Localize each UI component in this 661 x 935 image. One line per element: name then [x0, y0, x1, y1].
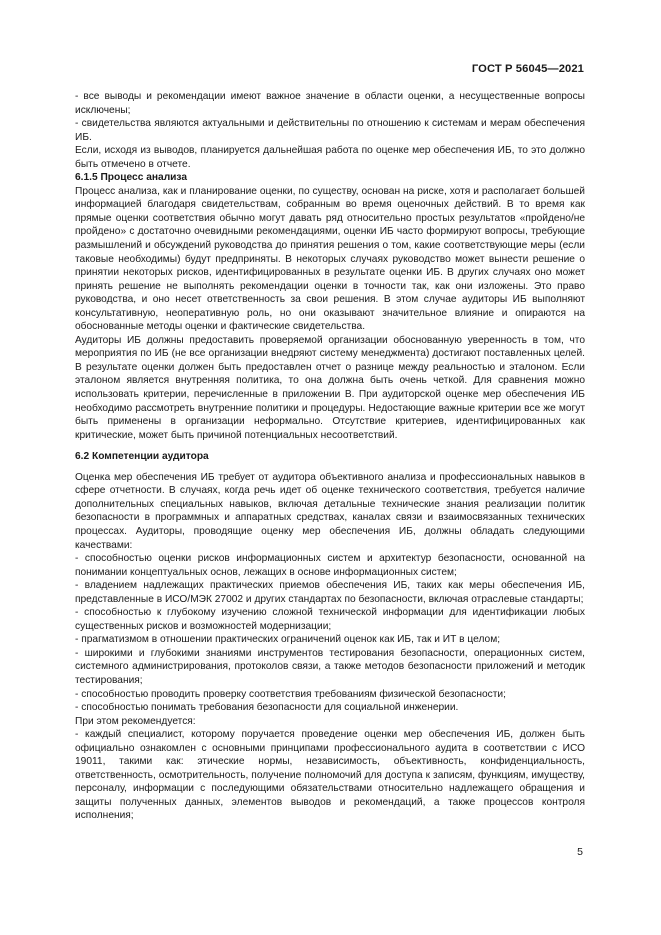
paragraph: - все выводы и рекомендации имеют важное значение в области оценки, а несущественные вопросы исключены;	[75, 91, 585, 116]
paragraph: - свидетельства являются актуальными и действительны по отношению к системам и мерам обеспечения ИБ.	[75, 118, 585, 143]
standard-number: ГОСТ Р 56045—2021	[471, 63, 584, 75]
page-number: 5	[577, 846, 583, 858]
list-item: - владением надлежащих практических приемов обеспечения ИБ, таких как меры обеспечения ИБ, представленные в ИСО/МЭК 27002 и других стандартах по безопасности, включая отраслевые стандарты;	[75, 580, 585, 605]
paragraph: Процесс анализа, как и планирование оценки, по существу, основан на риске, хотя и располагает большей информацией благодаря свидетельствам, собранным во время оценочных действий. В то время как прямые оценки соответствия обычно могут давать ряд относительно простых результатов «пройдено/не пройдено» с достаточно очевидными рекомендациями, оценки ИБ часто формируют вопросы, требующие размышлений и обсуждений руководства до принятия решения о том, какие соответствующие меры (если таковые необходимы) будут предприняты. В некоторых случаях руководство может вынести решение о принятии некоторых рисков, идентифицированных в результате оценки ИБ. В других случаях оно может принять решение не выполнять рекомендации оценки в точности так, как они изложены. Это право руководства, и оно несет ответственность за свои решения. В этом случае аудиторы ИБ выполняют консультативную, неоперативную роль, но они оказывают значительное влияние и опираются на обоснованные методы оценки и фактические свидетельства.	[75, 185, 585, 333]
list-item: - прагматизмом в отношении практических ограничений оценок как ИБ, так и ИТ в целом;	[75, 634, 501, 646]
paragraph: Если, исходя из выводов, планируется дальнейшая работа по оценке мер обеспечения ИБ, то это должно быть отмечено в отчете.	[75, 145, 585, 170]
paragraph: Аудиторы ИБ должны предоставить проверяемой организации обоснованную уверенность в том, что мероприятия по ИБ (не все организации внедряют систему менеджмента) достигают поставленных целей. В результате оценки должен быть предоставлен отчет о разнице между реальностью и эталоном. Если эталоном является внутренняя политика, то она должна быть очень четкой. Для сравнения можно использовать критерии, перечисленные в приложении В. При аудиторской оценке мер обеспечения ИБ необходимо рассмотреть внутренние политики и процедуры. Недостающие важные критерии все же могут быть применены в организации неформально. Отсутствие критериев, идентифицированных как критические, может быть причиной потенциальных несоответствий.	[75, 334, 585, 441]
section-heading-6-1-5: 6.1.5 Процесс анализа	[75, 172, 188, 184]
list-item: - способностью понимать требования безопасности для социальной инженерии.	[75, 702, 459, 714]
list-item: - способностью оценки рисков информационных систем и архитектур безопасности, основанной на понимании концептуальных основ, лежащих в основе информационных систем;	[75, 553, 585, 578]
list-item: - способностью к глубокому изучению сложной технической информации для идентификации любых существенных рисков и возможностей модернизации;	[75, 607, 585, 632]
paragraph: При этом рекомендуется:	[75, 715, 196, 727]
list-item: - каждый специалист, которому поручается проведение оценки мер обеспечения ИБ, должен быть официально ознакомлен с основными принципами профессионального аудита в соответствии с ИСО 19011, такими как: этические нормы, независимость, объективность, конфиденциальность, ответственность, осмотрительность, получение полномочий для доступа к записям, функциям, имуществу, персоналу, информации с последующими обязательствами относительно надлежащего обращения и защиты полученных данных, элементов выводов и рекомендаций, а также процессов контроля исполнения;	[75, 729, 585, 822]
list-item: - широкими и глубокими знаниями инструментов тестирования безопасности, операционных систем, системного администрирования, протоколов связи, а также методов безопасности приложений и методик тестирования;	[75, 647, 585, 686]
section-heading-6-2: 6.2 Компетенции аудитора	[75, 451, 209, 463]
list-item: - способностью проводить проверку соответствия требованиям физической безопасности;	[75, 688, 506, 700]
paragraph: Оценка мер обеспечения ИБ требует от аудитора объективного анализа и профессиональных навыков в сфере отчетности. В случаях, когда речь идет об оценке технического соответствия, требуется наличие дополнительных специальных навыков, включая детальные технические знания реализации политик безопасности в программных и аппаратных средствах, каналах связи и взаимосвязанных технических процессах. Аудиторы, проводящие оценку мер обеспечения ИБ, должны обладать следующими качествами:	[75, 471, 585, 551]
document-body	[75, 90, 585, 823]
